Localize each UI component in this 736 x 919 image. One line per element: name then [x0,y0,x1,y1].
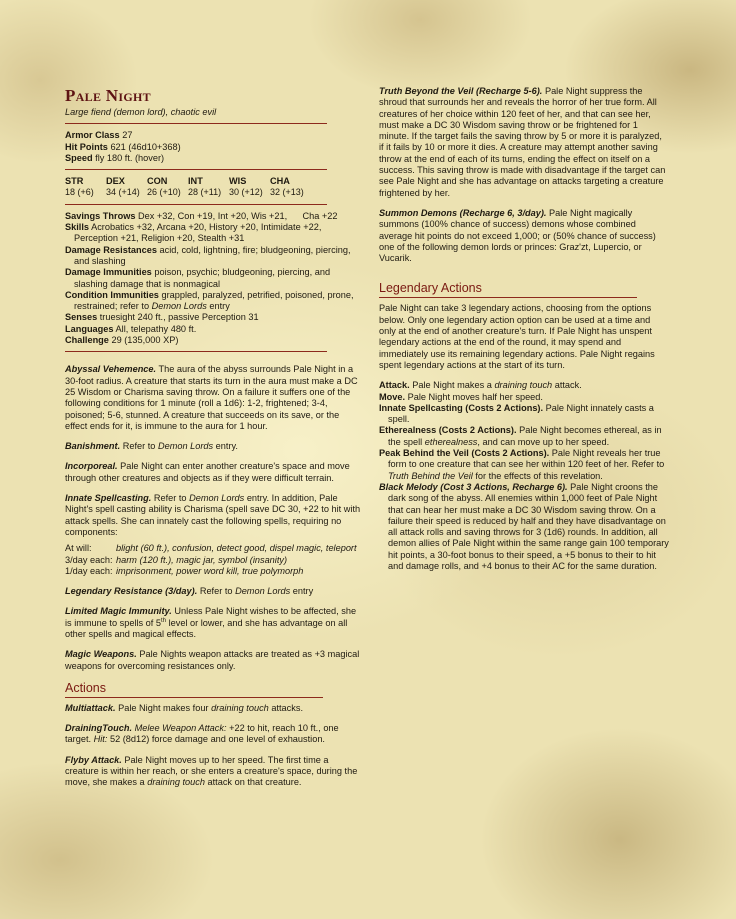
legendary-etherealness: Etherealness (Costs 2 Actions). Pale Night becomes ethereal, as in the spell etherealness, and can move up to her speed. [379,425,662,447]
condition-immunities: Condition Immunities grappled, paralyzed, petrified, poisoned, prone, restrained; refer to Demon Lords entry [65,289,354,312]
spell-list-1-day: 1/day each: imprisonment, power word kill, true polymorph [65,565,304,576]
legendary-black-melody: Black Melody (Cost 3 Actions, Recharge 6). Pale Night croons the dark song of the abyss. All enemies within 1,000 feet of Pale Night that can hear her must make a DC 30 Wisdom saving throw. On a failure their speed is reduced by half and they have disadvantage on all attack rolls and saving throws for 3 (1d6) rounds. In addition, all demon allies of Pale Night within the same range gain 100 temporary hit points, a 30-foot bonus to their speed, a +5 bonus to their to hit and damage rolls, and +4 bonus to their AC for the same duration. [379,481,669,571]
damage-resistances: Damage Resistances acid, cold, lightning, fire; bludgeoning, piercing, and slashing [65,244,351,266]
ability-name: CHA [270,176,290,187]
spell-list-at-will: At will: blight (60 ft.), confusion, detect good, dispel magic, teleport [65,543,357,554]
action-draining-touch: DrainingTouch. Melee Weapon Attack: +22 to hit, reach 10 ft., one target. Hit: 52 (8d12) force damage and one level of exhaustion. [65,723,339,745]
monster-name: Pale Night [65,86,151,105]
spell-list-3-day: 3/day each: harm (120 ft.), magic jar, symbol (insanity) [65,554,288,565]
speed: Speed fly 180 ft. (hover) [65,152,165,163]
divider [65,204,327,205]
action-multiattack: Multiattack. Pale Night makes four draining touch attacks. [65,702,304,713]
languages: Languages All, telepathy 480 ft. [65,323,197,334]
divider [65,169,327,170]
armor-class: Armor Class 27 [65,130,133,141]
ability-name: WIS [229,176,247,187]
trait-legendary-resistance: Legendary Resistance (3/day). Refer to Demon Lords entry [65,586,314,597]
trait-abyssal-vehemence: Abyssal Vehemence. The aura of the abyss surrounds Pale Night in a 30-foot radius. A creature that starts its turn in the aura must make a DC 25 Wisdom or Charisma saving throw. On a failure it suffers one of the following conditions for 1 minute (roll a 1d6): 1-2, frightened; 3-4, poisoned; 5-6, stunned. A creature that succeeds on its save, or the effect ends for it, is immune to the aura for 1 hour. [65,364,358,431]
left-column [65,86,361,789]
section-heading-actions: Actions [65,681,323,698]
trait-limited-magic-immunity: Limited Magic Immunity. Unless Pale Night wishes to be affected, she is immune to spells of 5th level or lower, and she has advantage on all other spells and magical effects. [65,606,357,639]
skills: Skills Acrobatics +32, Arcana +20, History +20, Intimidate +22, Perception +21, Religion +20, Stealth +31 [65,222,322,244]
trait-banishment: Banishment. Refer to Demon Lords entry. [65,441,238,452]
action-truth-beyond-the-veil: Truth Beyond the Veil (Recharge 5-6). Pale Night suppress the shroud that surrounds her and reveals the horror of her true form. All creatures of her choice within 120 feet of her, and that can see her, must make a DC 30 Wisdom saving throw or be frightened for 1 minute. If the target fails the saving throw by 5 or more it is paralyzed, if it fails by 10 or more it dies. A creature may attempt another saving throw at the end of each of its turns, ending the effect on itself on a success. This saving throw is made with disadvantage if the target can see Pale Night and she has advantage on attacks targeting a creature frightened by her. [379,86,666,198]
ability-value: 34 (+14) [106,187,140,198]
trait-magic-weapons: Magic Weapons. Pale Nights weapon attacks are treated as +3 magical weapons for overcoming resistances only. [65,649,360,671]
trait-innate-spellcasting: Innate Spellcasting. Refer to Demon Lords entry. In addition, Pale Night's spell casting ability is Charisma (spell save DC 30, +22 to hit with attack spells. She can innately cast the following spells, requiring no components: [65,493,361,537]
legendary-move: Move. Pale Night moves half her speed. [379,391,543,402]
trait-incorporeal: Incorporeal. Pale Night can enter another creature's space and move through other creatures and objects as if they were difficult terrain. [65,461,350,483]
action-flyby-attack: Flyby Attack. Pale Night moves up to her speed. The first time a creature is within her reach, or she enters a creature's space, during the move, she makes a draining touch attack on that creature. [65,754,358,788]
legendary-attack: Attack. Pale Night makes a draining touch attack. [379,380,582,391]
legendary-innate-spellcasting: Innate Spellcasting (Costs 2 Actions). Pale Night innately casts a spell. [379,402,654,425]
ability-value: 26 (+10) [147,187,181,198]
monster-subtitle: Large fiend (demon lord), chaotic evil [65,107,217,117]
senses: Senses truesight 240 ft., passive Perception 31 [65,312,259,323]
action-summon-demons: Summon Demons (Recharge 6, 3/day). Pale Night magically summons (100% chance of success) demons whose combined average hit points do not exceed 1,000; or (50% chance of success) one of the following demon lords or princes: Graz'zt, Lupercio, or Vucarik. [379,207,656,264]
divider [65,123,327,124]
ability-values [65,187,361,198]
ability-value: 18 (+6) [65,187,94,198]
damage-immunities: Damage Immunities poison, psychic; bludgeoning, piercing, and slashing damage that is nonmagical [65,267,331,289]
right-column [379,86,669,572]
ability-name: DEX [106,176,125,187]
ability-name: STR [65,176,84,187]
ability-names [65,176,361,187]
ability-value: 32 (+13) [270,187,304,198]
divider [65,351,327,352]
challenge: Challenge 29 (135,000 XP) [65,335,179,346]
hit-points: Hit Points 621 (46d10+368) [65,141,181,152]
section-heading-legendary-actions: Legendary Actions [379,281,637,298]
legendary-intro: Pale Night can take 3 legendary actions, choosing from the options below. Only one legendary action option can be used at a time and only at the end of another creature's turn. If Pale Night has unspent legendary actions at the end of the round, it may spend and immediately use its remaining legendary actions. Pale Night regains spent legendary actions at the start of its turn. [379,303,655,370]
legendary-peak-behind-the-veil: Peak Behind the Veil (Costs 2 Actions). Pale Night reveals her true form to one creature that can see her within 120 feet of her. Refer to Truth Behind the Veil for the effects of this revelation. [379,448,665,481]
ability-value: 30 (+12) [229,187,263,198]
ability-value: 28 (+11) [188,187,222,198]
saving-throws: Savings Throws Dex +32, Con +19, Int +20, Wis +21, Cha +22 [65,210,338,221]
ability-name: INT [188,176,203,187]
ability-name: CON [147,176,168,187]
